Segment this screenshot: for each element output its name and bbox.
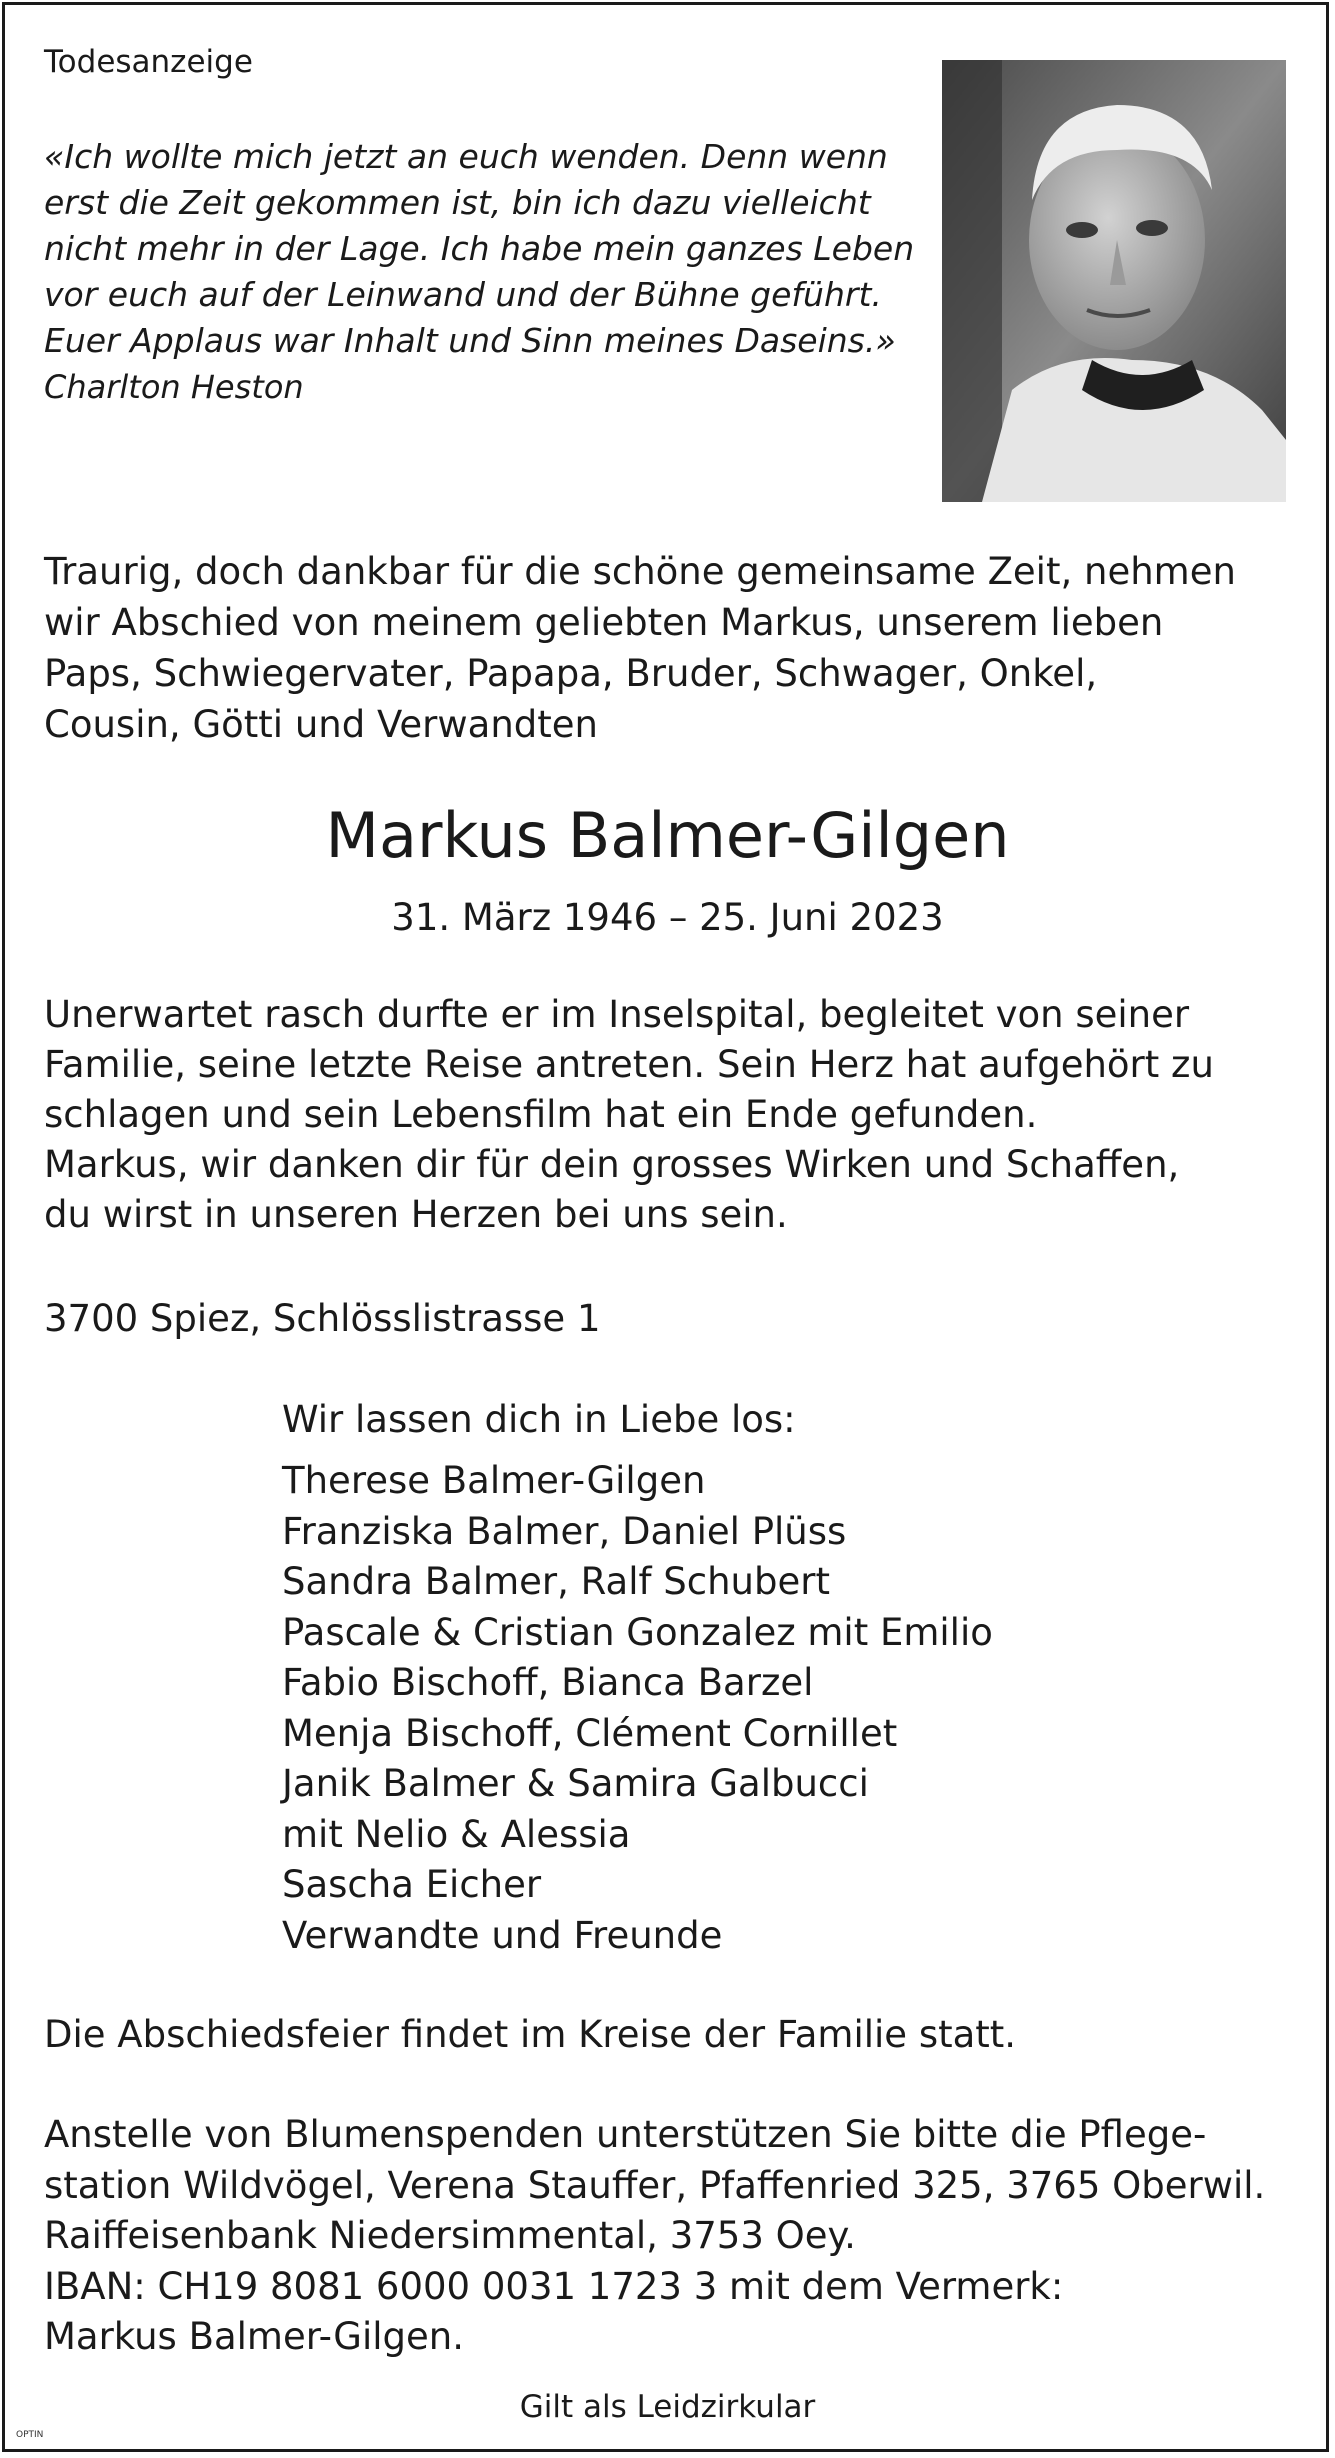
quote-line: nicht mehr in der Lage. Ich habe mein ganzes Leben (44, 229, 915, 268)
mourner-item: Janik Balmer & Samira Galbucci (282, 1762, 869, 1805)
farewell-line: du wirst in unseren Herzen bei uns sein. (44, 1193, 788, 1236)
circular-note: Gilt als Leidzirkular (519, 2389, 816, 2425)
quote-line: Euer Applaus war Inhalt und Sinn meines Daseins.» (44, 321, 896, 360)
quote-line: «Ich wollte mich jetzt an euch wenden. Denn wenn (44, 137, 888, 176)
donation-paragraph (44, 2110, 1304, 2363)
intro-line: wir Abschied von meinem geliebten Markus, unserem lieben (44, 601, 1164, 644)
donation-line: Raiffeisenbank Niedersimmental, 3753 Oey. (44, 2214, 856, 2257)
intro-line: Cousin, Götti und Verwandten (44, 703, 598, 746)
farewell-line: Unerwartet rasch durfte er im Inselspital, begleitet von seiner (44, 993, 1190, 1036)
mourner-item: Therese Balmer-Gilgen (282, 1459, 706, 1502)
donation-line: Markus Balmer-Gilgen. (44, 2315, 464, 2358)
mourner-item: Menja Bischoff, Clément Cornillet (282, 1711, 898, 1755)
farewell-paragraph (44, 990, 1304, 1240)
family-address: 3700 Spiez, Schlösslistrasse 1 (44, 1297, 601, 1340)
mourner-item: Sascha Eicher (282, 1863, 542, 1906)
farewell-line: schlagen und sein Lebensfilm hat ein Ende gefunden. (44, 1093, 1038, 1136)
life-dates: 31. März 1946 – 25. Juni 2023 (391, 896, 944, 939)
farewell-line: Familie, seine letzte Reise antreten. Sein Herz hat aufgehört zu (44, 1043, 1214, 1086)
quote-block (44, 134, 924, 364)
ceremony-note: Die Abschiedsfeier findet im Kreise der Familie statt. (44, 2013, 1017, 2056)
quote-author: Charlton Heston (44, 368, 304, 406)
donation-line: station Wildvögel, Verena Stauffer, Pfaffenried 325, 3765 Oberwil. (44, 2163, 1266, 2207)
mourner-item: Pascale & Cristian Gonzalez mit Emilio (282, 1610, 993, 1654)
mourner-item: mit Nelio & Alessia (282, 1812, 631, 1856)
quote-line: erst die Zeit gekommen ist, bin ich dazu vielleicht (44, 183, 871, 222)
mourner-item: Fabio Bischoff, Bianca Barzel (282, 1661, 814, 1704)
quote-line: vor euch auf der Leinwand und der Bühne geführt. (44, 275, 882, 314)
intro-paragraph (44, 546, 1304, 750)
mourner-item: Verwandte und Freunde (282, 1913, 723, 1957)
mourner-item: Sandra Balmer, Ralf Schubert (282, 1560, 830, 1603)
intro-line: Paps, Schwiegervater, Papapa, Bruder, Schwager, Onkel, (44, 652, 1098, 695)
mourners-list (282, 1456, 993, 1961)
notice-type-label: Todesanzeige (44, 44, 253, 80)
portrait-photo (942, 60, 1286, 502)
corner-code: OPTIN (16, 2430, 44, 2440)
donation-line: Anstelle von Blumenspenden unterstützen Sie bitte die Pflege- (44, 2113, 1207, 2156)
farewell-line: Markus, wir danken dir für dein grosses Wirken und Schaffen, (44, 1143, 1180, 1186)
intro-line: Traurig, doch dankbar für die schöne gemeinsame Zeit, nehmen (44, 550, 1236, 593)
donation-line: IBAN: CH19 8081 6000 0031 1723 3 mit dem Vermerk: (44, 2264, 1064, 2308)
deceased-name: Markus Balmer-Gilgen (325, 799, 1010, 872)
mourners-intro: Wir lassen dich in Liebe los: (282, 1398, 796, 1441)
mourner-item: Franziska Balmer, Daniel Plüss (282, 1509, 847, 1553)
